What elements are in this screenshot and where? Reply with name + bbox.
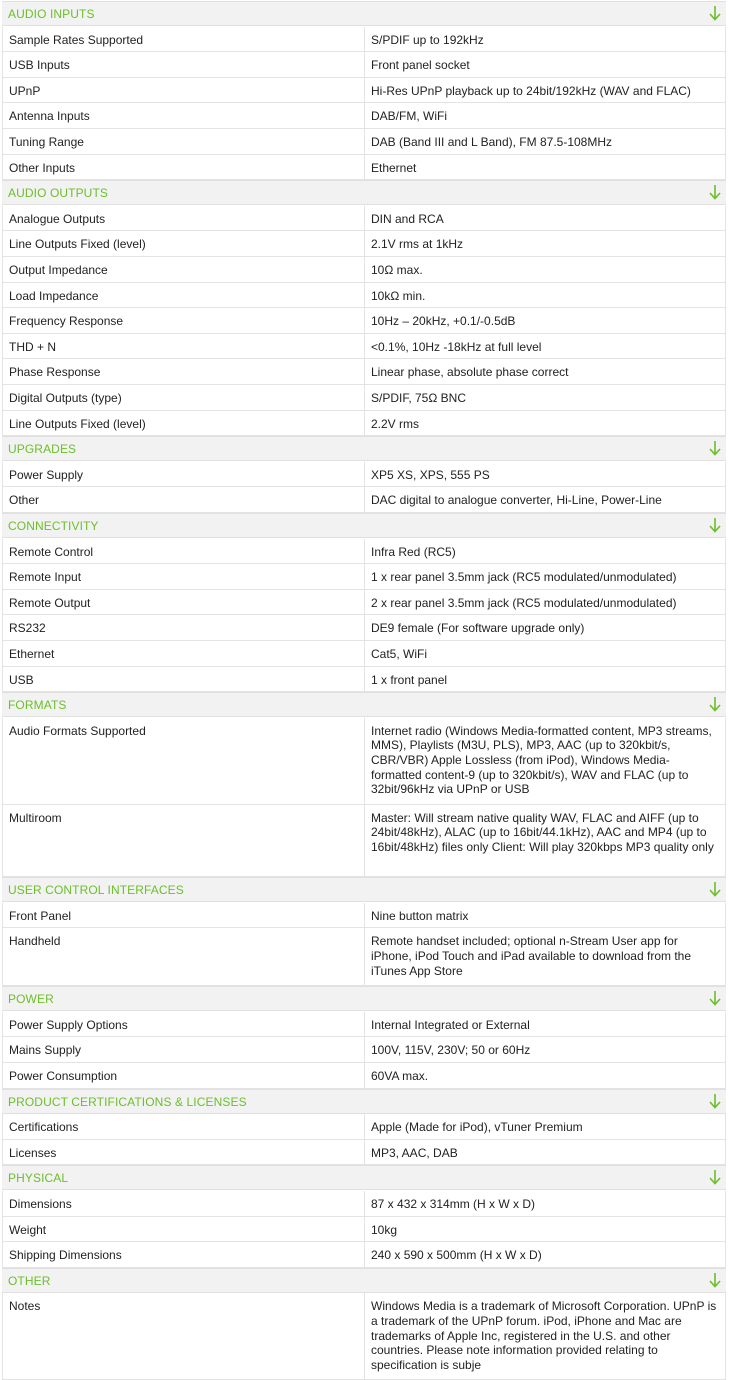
spec-label-cell	[2, 1140, 364, 1165]
arrow-down-icon[interactable]	[708, 989, 722, 1007]
spec-value: 87 x 432 x 314mm (H x W x D)	[371, 1197, 536, 1211]
arrow-down-icon[interactable]	[708, 1092, 722, 1110]
spec-label: Tuning Range	[9, 135, 84, 149]
table-row	[2, 667, 726, 693]
spec-value: XP5 XS, XPS, 555 PS	[371, 467, 490, 482]
spec-label-cell	[2, 231, 364, 256]
spec-label-cell	[2, 1191, 364, 1216]
section-title: FORMATS	[8, 698, 67, 713]
spec-value-cell	[364, 257, 726, 282]
table-row	[2, 487, 726, 513]
section-header-physical[interactable]	[2, 1165, 726, 1190]
spec-value-cell	[364, 805, 726, 876]
spec-label-cell	[2, 805, 364, 876]
spec-value-cell	[364, 27, 726, 52]
spec-value-cell	[364, 1037, 726, 1062]
spec-label: RS232	[9, 621, 46, 636]
spec-value-cell	[364, 411, 726, 436]
table-row	[2, 1114, 726, 1140]
spec-label-cell	[2, 411, 364, 436]
spec-value: 2.1V rms at 1kHz	[371, 237, 464, 252]
spec-value: Ethernet	[371, 160, 417, 175]
spec-value-cell	[364, 1063, 726, 1088]
spec-label: Line Outputs Fixed (level)	[9, 416, 146, 431]
table-row	[2, 359, 726, 385]
spec-value: DIN and RCA	[371, 211, 444, 226]
spec-label: Digital Outputs (type)	[9, 391, 122, 405]
spec-value: 2.2V rms	[371, 416, 420, 431]
spec-value: 60VA max.	[371, 1069, 429, 1083]
spec-value: S/PDIF, 75Ω BNC	[371, 391, 466, 405]
table-row	[2, 1037, 726, 1063]
spec-label-cell	[2, 487, 364, 512]
spec-label-cell	[2, 206, 364, 231]
spec-label-cell	[2, 334, 364, 359]
table-row	[2, 641, 726, 667]
spec-value-cell	[364, 334, 726, 359]
spec-label-cell	[2, 1012, 364, 1037]
spec-label: Notes	[9, 1299, 41, 1314]
spec-label-cell	[2, 1217, 364, 1242]
spec-value-cell	[364, 1191, 726, 1216]
table-row	[2, 206, 726, 232]
spec-value-cell	[364, 1012, 726, 1037]
section-header-power[interactable]	[2, 986, 726, 1011]
spec-label: Remote Output	[9, 595, 91, 610]
spec-label-cell	[2, 928, 364, 985]
spec-value-cell	[364, 385, 726, 410]
spec-value-cell	[364, 1293, 726, 1379]
arrow-down-icon[interactable]	[708, 695, 722, 713]
spec-value-cell	[364, 539, 726, 564]
spec-label: Power Supply Options	[9, 1017, 128, 1032]
section-title: CONNECTIVITY	[8, 519, 99, 533]
table-row	[2, 564, 726, 590]
spec-value-cell	[364, 103, 726, 128]
spec-value-cell	[364, 78, 726, 103]
spec-label: USB	[9, 672, 34, 687]
spec-label-cell	[2, 1063, 364, 1088]
arrow-down-icon[interactable]	[708, 1168, 722, 1186]
spec-value: Windows Media is a trademark of Microsoft Corporation. UPnP is a trademark of the UPnP forum. iPod, iPhone and Mac are trademarks of Apple Inc, registered in the U.S. and other countries. Please note information provided relating to specification is subje	[371, 1299, 717, 1372]
table-row	[2, 903, 726, 929]
section-title: OTHER	[8, 1273, 51, 1288]
spec-value: 100V, 115V, 230V; 50 or 60Hz	[371, 1043, 531, 1058]
spec-label-cell	[2, 1293, 364, 1379]
spec-value-cell	[364, 231, 726, 256]
section-header-connectivity[interactable]	[2, 513, 726, 538]
spec-label-cell	[2, 359, 364, 384]
spec-label: Multiroom	[9, 810, 62, 825]
spec-label-cell	[2, 667, 364, 692]
spec-label: Other Inputs	[9, 160, 76, 175]
table-row	[2, 539, 726, 565]
section-header-audio-outputs[interactable]	[2, 180, 726, 205]
spec-value-cell	[364, 129, 726, 154]
spec-value: 240 x 590 x 500mm (H x W x D)	[371, 1248, 542, 1263]
section-header-audio-inputs[interactable]	[2, 1, 726, 26]
spec-label-cell	[2, 1114, 364, 1139]
table-row	[2, 1012, 726, 1038]
spec-label-cell	[2, 539, 364, 564]
spec-label-cell	[2, 615, 364, 640]
spec-label-cell	[2, 590, 364, 615]
spec-label: Weight	[9, 1222, 47, 1237]
spec-label: Ethernet	[9, 647, 55, 661]
spec-label: Frequency Response	[9, 314, 124, 329]
spec-label-cell	[2, 903, 364, 928]
table-row	[2, 615, 726, 641]
spec-label: Power Consumption	[9, 1069, 118, 1083]
table-row	[2, 231, 726, 257]
spec-value-cell	[364, 283, 726, 308]
spec-value: 1 x front panel	[371, 672, 448, 687]
spec-value: 2 x rear panel 3.5mm jack (RC5 modulated/unmodulated)	[371, 595, 677, 610]
spec-value: Front panel socket	[371, 58, 470, 73]
table-row	[2, 1293, 726, 1380]
spec-label: Remote Input	[9, 570, 82, 585]
spec-value-cell	[364, 903, 726, 928]
table-row	[2, 103, 726, 129]
table-row	[2, 129, 726, 155]
spec-value-cell	[364, 564, 726, 589]
spec-value-cell	[364, 667, 726, 692]
table-row	[2, 928, 726, 986]
spec-value-cell	[364, 641, 726, 666]
section-header-product-certifications-licenses[interactable]	[2, 1089, 726, 1114]
section-header-other[interactable]	[2, 1268, 726, 1293]
spec-value: Linear phase, absolute phase correct	[371, 365, 569, 380]
table-row	[2, 27, 726, 53]
spec-label: Sample Rates Supported	[9, 32, 144, 47]
spec-value-cell	[364, 359, 726, 384]
spec-value: Apple (Made for iPod), vTuner Premium	[371, 1120, 583, 1135]
table-row	[2, 308, 726, 334]
spec-value-cell	[364, 155, 726, 180]
spec-value: DE9 female (For software upgrade only)	[371, 621, 585, 636]
spec-label: Shipping Dimensions	[9, 1248, 122, 1263]
spec-label: Power Supply	[9, 467, 84, 482]
spec-value: 10Hz – 20kHz, +0.1/-0.5dB	[371, 314, 516, 329]
spec-label-cell	[2, 718, 364, 804]
spec-label-cell	[2, 308, 364, 333]
spec-label: UPnP	[9, 83, 41, 98]
table-row	[2, 1191, 726, 1217]
spec-value: S/PDIF up to 192kHz	[371, 32, 484, 47]
spec-label-cell	[2, 641, 364, 666]
spec-label: Dimensions	[9, 1197, 72, 1211]
spec-value: <0.1%, 10Hz -18kHz at full level	[371, 339, 542, 354]
section-title: UPGRADES	[8, 442, 77, 457]
spec-label: Other	[9, 493, 40, 508]
arrow-down-icon[interactable]	[708, 4, 722, 22]
spec-value: Internet radio (Windows Media-formatted content, MP3 streams, MMS), Playlists (M3U, PLS), MP3, AAC (up to 320kbit/s, CBR/VBR) Apple Lossless (from iPod), Windows Media-formatted content-9 (up to 320kbit/s), WAV and FLAC (up to 32bit/96kHz via UPnP or USB	[371, 723, 712, 797]
spec-label: Audio Formats Supported	[9, 723, 146, 738]
table-row	[2, 1217, 726, 1243]
spec-value: MP3, AAC, DAB	[371, 1145, 458, 1160]
spec-value: Master: Will stream native quality WAV, FLAC and AIFF (up to 24bit/48kHz), ALAC (up to 16bit/44.1kHz), AAC and MP4 (up to 16bit/48kHz) files only Client: Will play 320kbps MP3 quality only	[371, 810, 714, 854]
spec-value: 10Ω max.	[371, 263, 423, 277]
spec-label: Load Impedance	[9, 288, 99, 303]
table-row	[2, 78, 726, 104]
arrow-down-icon[interactable]	[708, 516, 722, 534]
spec-value-cell	[364, 462, 726, 487]
spec-value: DAB (Band III and L Band), FM 87.5-108MHz	[371, 135, 613, 149]
spec-label-cell	[2, 27, 364, 52]
spec-label: USB Inputs	[9, 58, 70, 73]
spec-label: Certifications	[9, 1120, 79, 1135]
spec-label-cell	[2, 257, 364, 282]
spec-label: THD + N	[9, 339, 57, 354]
section-title: POWER	[8, 992, 54, 1007]
table-row	[2, 1063, 726, 1089]
spec-label: Remote Control	[9, 544, 94, 559]
spec-value-cell	[364, 928, 726, 985]
spec-label-cell	[2, 1242, 364, 1267]
spec-label-cell	[2, 462, 364, 487]
spec-value-cell	[364, 308, 726, 333]
spec-label: Line Outputs Fixed (level)	[9, 237, 146, 252]
spec-value-cell	[364, 206, 726, 231]
spec-value-cell	[364, 590, 726, 615]
spec-label: Mains Supply	[9, 1043, 82, 1058]
section-header-user-control-interfaces[interactable]	[2, 877, 726, 902]
table-row	[2, 52, 726, 78]
table-row	[2, 462, 726, 488]
spec-value-cell	[364, 615, 726, 640]
spec-value: 10kg	[371, 1222, 398, 1237]
spec-label-cell	[2, 564, 364, 589]
spec-value-cell	[364, 718, 726, 804]
arrow-down-icon[interactable]	[708, 880, 722, 898]
spec-value-cell	[364, 487, 726, 512]
spec-label: Antenna Inputs	[9, 109, 90, 124]
spec-value: Cat5, WiFi	[371, 647, 428, 661]
table-row	[2, 155, 726, 181]
table-row	[2, 590, 726, 616]
table-row	[2, 411, 726, 437]
table-row	[2, 1242, 726, 1268]
spec-label-cell	[2, 78, 364, 103]
spec-label: Front Panel	[9, 908, 72, 923]
spec-value: Nine button matrix	[371, 908, 469, 923]
section-header-upgrades[interactable]	[2, 436, 726, 461]
spec-value: 10kΩ min.	[371, 288, 426, 303]
arrow-down-icon[interactable]	[708, 439, 722, 457]
table-row	[2, 385, 726, 411]
spec-value: Hi-Res UPnP playback up to 24bit/192kHz (WAV and FLAC)	[371, 83, 691, 98]
spec-value: Internal Integrated or External	[371, 1017, 530, 1032]
spec-label: Output Impedance	[9, 263, 108, 277]
section-title: USER CONTROL INTERFACES	[8, 883, 184, 898]
spec-label-cell	[2, 129, 364, 154]
table-row	[2, 257, 726, 283]
spec-label-cell	[2, 52, 364, 77]
spec-value: DAC digital to analogue converter, Hi-Line, Power-Line	[371, 493, 662, 508]
spec-label-cell	[2, 155, 364, 180]
spec-value-cell	[364, 1242, 726, 1267]
section-title: AUDIO INPUTS	[8, 7, 95, 21]
spec-value-cell	[364, 1140, 726, 1165]
spec-value-cell	[364, 52, 726, 77]
section-title: AUDIO OUTPUTS	[8, 186, 108, 201]
arrow-down-icon[interactable]	[708, 1271, 722, 1289]
section-title: PHYSICAL	[8, 1171, 69, 1186]
spec-label: Handheld	[9, 934, 61, 949]
spec-value: Remote handset included; optional n-Stream User app for iPhone, iPod Touch and iPad available to download from the iTunes App Store	[371, 934, 691, 978]
table-row	[2, 718, 726, 805]
table-row	[2, 1140, 726, 1166]
spec-value: 1 x rear panel 3.5mm jack (RC5 modulated/unmodulated)	[371, 570, 677, 585]
spec-value-cell	[364, 1114, 726, 1139]
spec-label-cell	[2, 283, 364, 308]
section-title: PRODUCT CERTIFICATIONS & LICENSES	[8, 1094, 247, 1109]
spec-label-cell	[2, 1037, 364, 1062]
table-row	[2, 805, 726, 877]
spec-label: Analogue Outputs	[9, 211, 106, 226]
spec-value-cell	[364, 1217, 726, 1242]
spec-label: Licenses	[9, 1145, 57, 1160]
spec-label-cell	[2, 103, 364, 128]
arrow-down-icon[interactable]	[708, 183, 722, 201]
spec-label: Phase Response	[9, 365, 101, 380]
spec-value: Infra Red (RC5)	[371, 544, 456, 559]
table-row	[2, 334, 726, 360]
table-row	[2, 283, 726, 309]
spec-value: DAB/FM, WiFi	[371, 109, 447, 124]
section-header-formats[interactable]	[2, 692, 726, 717]
spec-label-cell	[2, 385, 364, 410]
